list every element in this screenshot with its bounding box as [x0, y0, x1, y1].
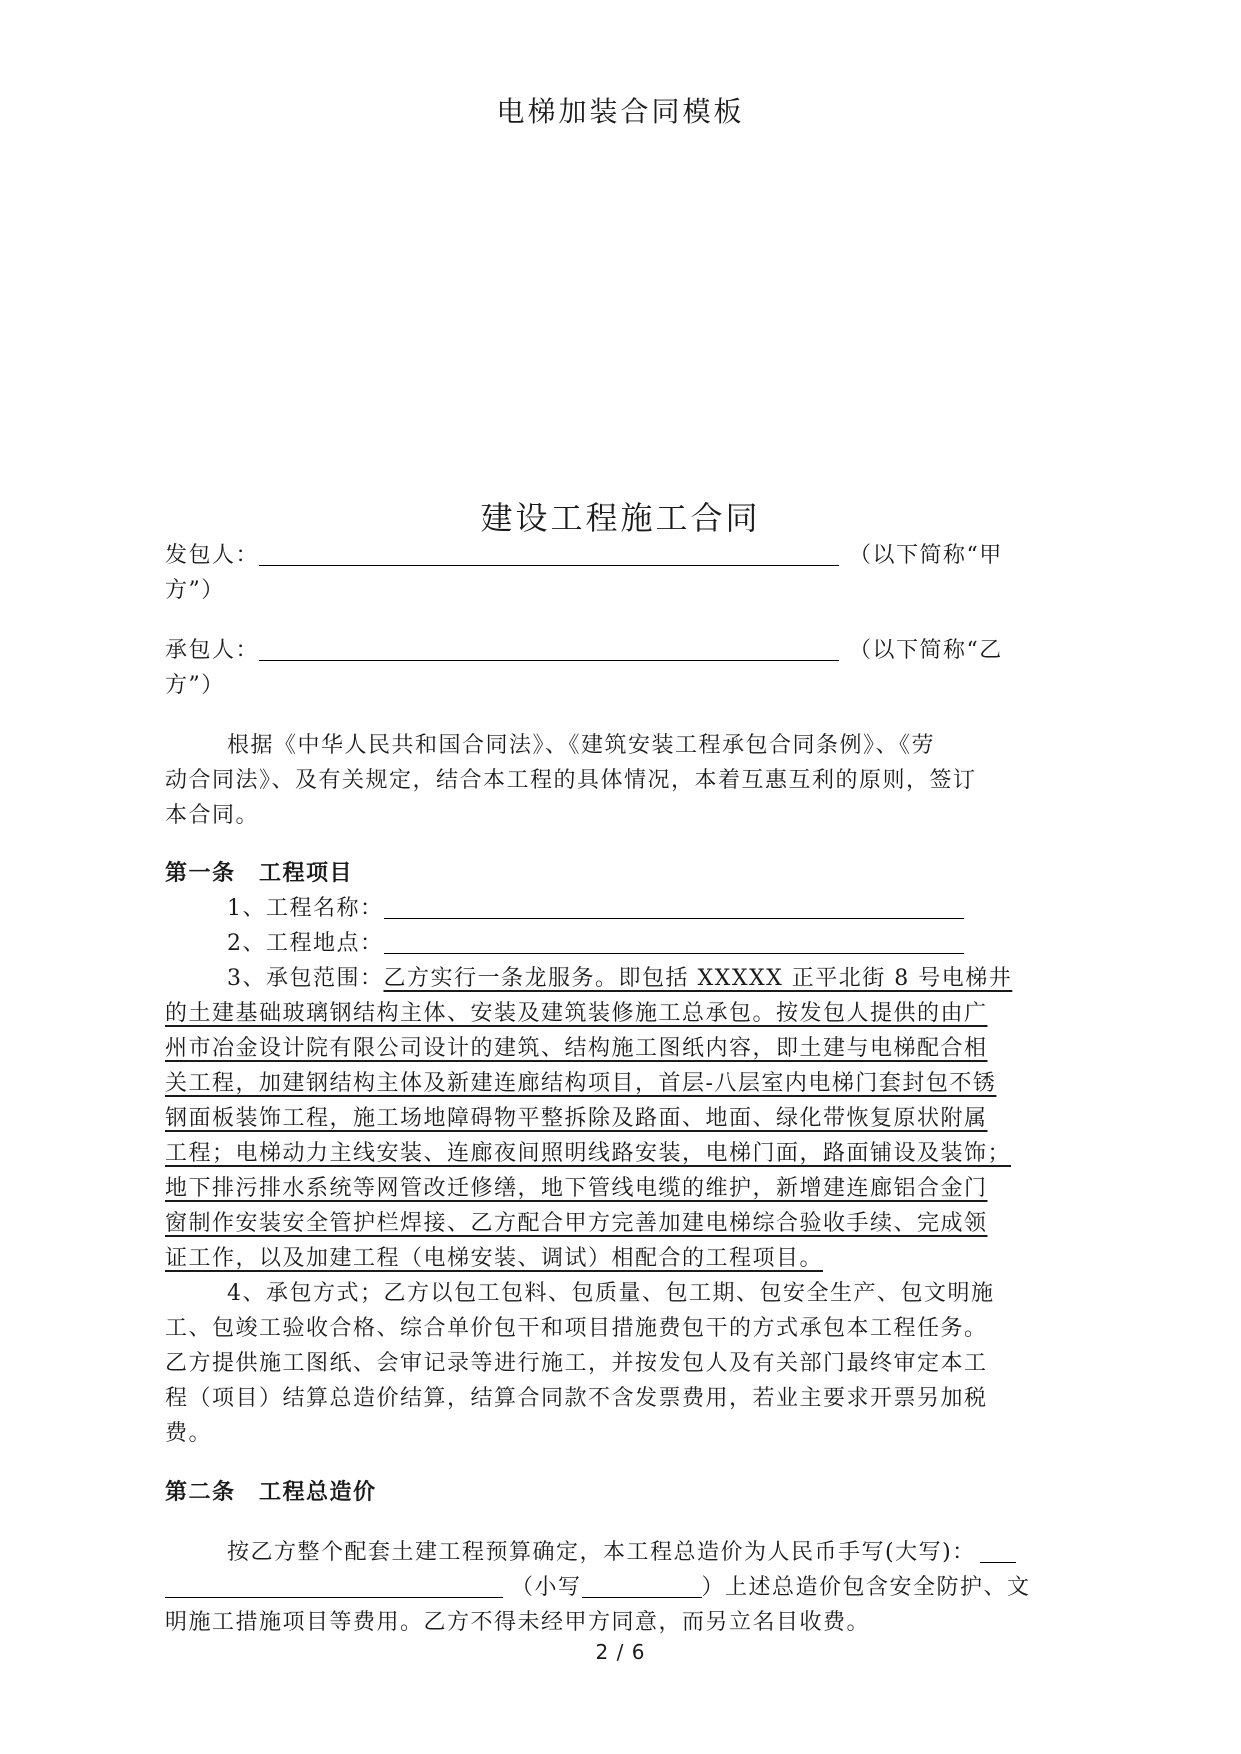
item-2-line	[227, 933, 964, 955]
contract-title: 建设工程施工合同	[480, 499, 761, 537]
document-header-title: 电梯加装合同模板	[496, 95, 745, 128]
price-line-2	[165, 1577, 1031, 1599]
employer-suffix-cont: 方”）	[165, 578, 225, 603]
employer-label: 发包人：	[165, 543, 260, 568]
item-4-line: 4、承包方式；乙方以包工包料、包质量、包工期、包安全生产、包文明施	[227, 1281, 995, 1306]
item-3-line	[227, 968, 1012, 990]
price-uppercase-blank-start[interactable]	[980, 1542, 1016, 1563]
item-3-label: 3、承包范围：	[227, 966, 384, 991]
item-2-label: 2、工程地点：	[227, 931, 384, 956]
contractor-suffix-cont: 方”）	[165, 673, 225, 698]
item-4-line: 程（项目）结算总造价结算，结算合同款不含发票费用，若业主要求开票另加税	[165, 1386, 988, 1411]
contractor-suffix: （以下简称“乙	[849, 638, 1003, 663]
contractor-blank[interactable]	[259, 640, 839, 661]
price-lowercase-blank[interactable]	[582, 1577, 702, 1598]
scope-text: 钢面板装饰工程，施工场地障碍物平整拆除及路面、地面、绿化带恢复原状附属	[165, 1106, 988, 1131]
employer-suffix: （以下简称“甲	[849, 543, 1003, 568]
contractor-label: 承包人：	[165, 638, 260, 663]
scope-text: 证工作，以及加建工程（电梯安装、调试）相配合的工程项目。	[165, 1246, 824, 1271]
price-uppercase-blank[interactable]	[165, 1577, 503, 1598]
preamble-line: 根据《中华人民共和国合同法》、《建筑安装工程承包合同条例》、《劳	[227, 733, 936, 758]
contractor-line	[165, 640, 1003, 662]
price-text: ）上述总造价包含安全防护、文	[701, 1575, 1031, 1600]
item-1-line	[227, 898, 964, 920]
scope-text: 的土建基础玻璃钢结构主体、安装及建筑装修施工总承包。按发包人提供的由广	[165, 1001, 988, 1026]
scope-text: 乙方实行一条龙服务。即包括 XXXXX 正平北街 8 号电梯井	[383, 966, 1013, 991]
project-name-blank[interactable]	[384, 898, 964, 919]
article-1-heading: 第一条 工程项目	[165, 861, 354, 886]
employer-line	[165, 545, 1003, 567]
scope-text: 地下排污排水系统等网管改迁修缮，地下管线电缆的维护，新增建连廊铝合金门	[165, 1176, 988, 1201]
scope-text: 窗制作安装安全管护栏焊接、乙方配合甲方完善加建电梯综合验收手续、完成领	[165, 1211, 988, 1236]
preamble-line: 动合同法》、及有关规定，结合本工程的具体情况，本着互惠互利的原则，签订	[165, 768, 977, 793]
project-location-blank[interactable]	[384, 933, 964, 954]
article-2-heading: 第二条 工程总造价	[165, 1480, 377, 1505]
price-line-1	[227, 1542, 1016, 1564]
item-4-line: 乙方提供施工图纸、会审记录等进行施工，并按发包人及有关部门最终审定本工	[165, 1351, 988, 1376]
item-4-line: 费。	[165, 1421, 213, 1446]
page-number: 2 / 6	[595, 1640, 646, 1664]
scope-text: 州市冶金设计院有限公司设计的建筑、结构施工图纸内容，即土建与电梯配合相	[165, 1036, 988, 1061]
employer-blank[interactable]	[259, 545, 839, 566]
item-1-label: 1、工程名称：	[227, 896, 384, 921]
price-line-3: 明施工措施项目等费用。乙方不得未经甲方同意，而另立名目收费。	[165, 1610, 871, 1635]
price-small-label: （小写	[511, 1575, 582, 1600]
item-4-line: 工、包竣工验收合格、综合单价包干和项目措施费包干的方式承包本工程任务。	[165, 1316, 988, 1341]
scope-text: 工程；电梯动力主线安装、连廊夜间照明线路安装，电梯门面，路面铺设及装饰；	[165, 1141, 1012, 1166]
preamble-line: 本合同。	[165, 803, 260, 828]
price-text: 按乙方整个配套土建工程预算确定，本工程总造价为人民币手写(大写)：	[227, 1540, 976, 1565]
scope-text: 关工程，加建钢结构主体及新建连廊结构项目，首层-八层室内电梯门套封包不锈	[165, 1071, 997, 1096]
